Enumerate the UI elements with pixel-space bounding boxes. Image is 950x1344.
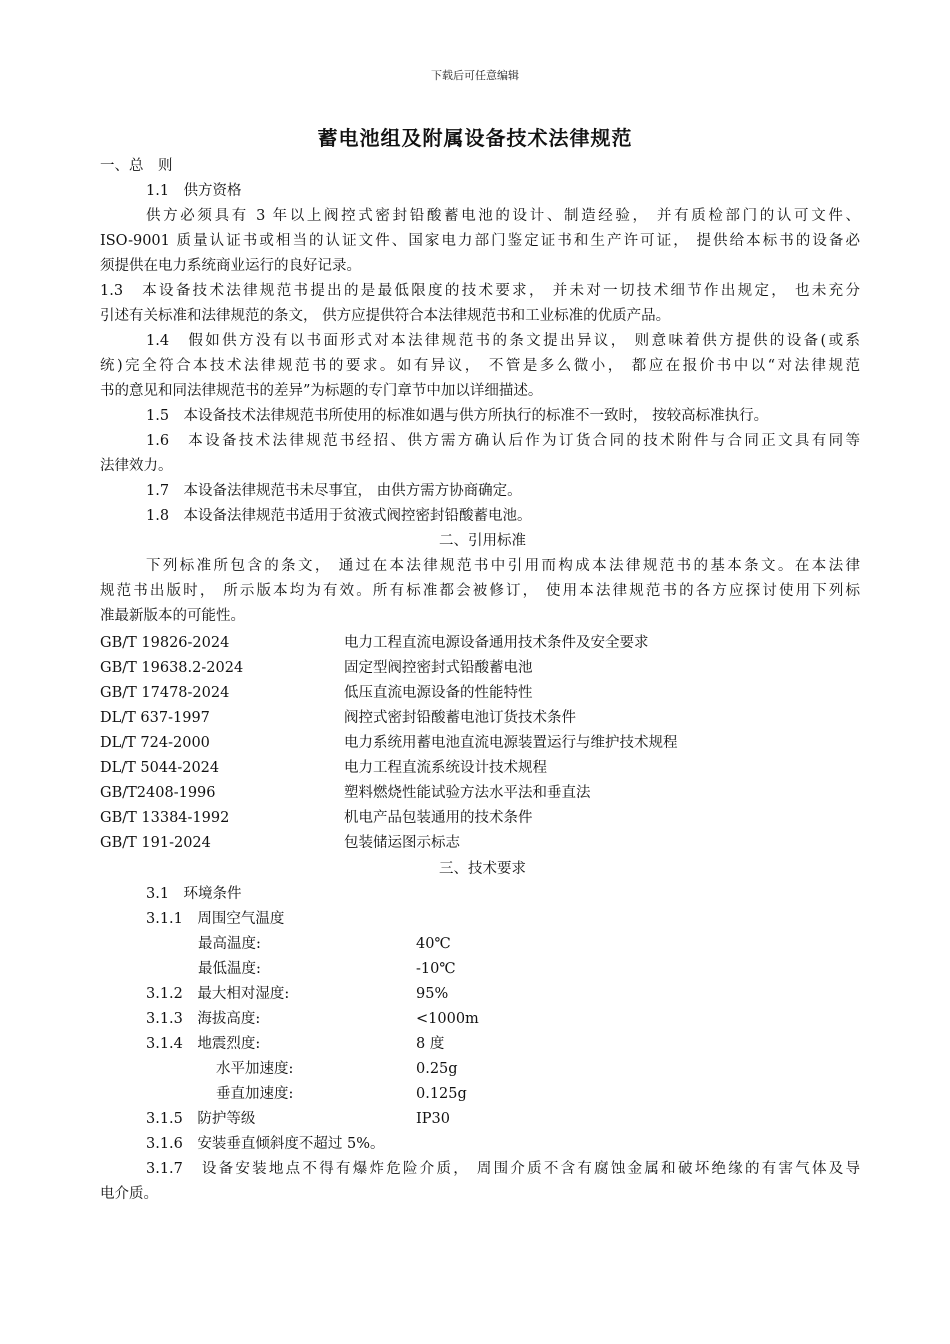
clause-1-7: 1.7 本设备法律规范书未尽事宜， 由供方需方协商确定。 (146, 483, 522, 499)
clause-1-4-line-1: 1.4 假如供方没有以书面形式对本法律规范书的条文提出异议， 则意味着供方提供的设备(或系 (146, 333, 860, 349)
standard-code: GB/T 19826-2024 (100, 635, 230, 651)
clause-1-1-line-3: 须提供在电力系统商业运行的良好记录。 (100, 258, 361, 274)
standard-code: DL/T 5044-2024 (100, 760, 220, 776)
header-note: 下载后可任意编辑 (431, 69, 519, 82)
standard-code: GB/T2408-1996 (100, 785, 216, 801)
clause-1-1-line-2: ISO-9001 质量认证书或相当的认证文件、国家电力部门鉴定证书和生产许可证， 提供给本标书的设备必 (100, 233, 860, 249)
clause-1-6-line-1: 1.6 本设备技术法律规范书经招、供方需方确认后作为订货合同的技术附件与合同正文具有同等 (146, 433, 860, 449)
altitude-value: <1000m (416, 1011, 479, 1027)
v-accel-label: 垂直加速度: (216, 1086, 294, 1102)
standard-name: 塑料燃烧性能试验方法水平法和垂直法 (344, 785, 591, 801)
altitude-label: 3.1.3 海拔高度: (146, 1011, 261, 1027)
clause-3-1-6: 3.1.6 安装垂直倾斜度不超过 5%。 (146, 1136, 385, 1152)
min-temp-value: -10℃ (416, 961, 456, 977)
humidity-value: 95% (416, 986, 449, 1002)
max-temp-label: 最高温度: (198, 936, 261, 952)
clause-1-1-title: 1.1 供方资格 (146, 183, 242, 199)
standard-code: GB/T 17478-2024 (100, 685, 230, 701)
clause-1-4-line-3: 书的意见和同法律规范书的差异”为标题的专门章节中加以详细描述。 (100, 383, 543, 399)
section-1-heading: 一、总 则 (100, 158, 173, 174)
standard-code: GB/T 191-2024 (100, 835, 211, 851)
standard-code: DL/T 637-1997 (100, 710, 210, 726)
standards-intro-line-2: 规范书出版时， 所示版本均为有效。所有标准都会被修订， 使用本法律规范书的各方应探讨使用下列标 (100, 583, 860, 599)
clause-1-5: 1.5 本设备技术法律规范书所使用的标准如遇与供方所执行的标准不一致时， 按较高标准执行。 (146, 408, 769, 424)
section-2-heading: 二、引用标准 (439, 533, 526, 549)
clause-3-1-title: 3.1 环境条件 (146, 886, 242, 902)
clause-1-3-line-2: 引述有关标准和法律规范的条文， 供方应提供符合本法律规范书和工业标准的优质产品。 (100, 308, 671, 324)
clause-1-4-line-2: 统)完全符合本技术法律规范书的要求。如有异议， 不管是多么微小， 都应在报价书中以“对法律规范 (100, 358, 860, 374)
standards-intro-line-1: 下列标准所包含的条文， 通过在本法律规范书中引用而构成本法律规范书的基本条文。在本法律 (146, 558, 860, 574)
standards-intro-line-3: 准最新版本的可能性。 (100, 608, 245, 624)
min-temp-label: 最低温度: (198, 961, 261, 977)
h-accel-label: 水平加速度: (216, 1061, 294, 1077)
humidity-label: 3.1.2 最大相对湿度: (146, 986, 290, 1002)
standard-name: 包装储运图示标志 (344, 835, 460, 851)
standard-code: DL/T 724-2000 (100, 735, 210, 751)
standard-name: 固定型阀控密封式铅酸蓄电池 (344, 660, 533, 676)
clause-1-8: 1.8 本设备法律规范书适用于贫液式阀控密封铅酸蓄电池。 (146, 508, 532, 524)
seismic-label: 3.1.4 地震烈度: (146, 1036, 261, 1052)
standard-name: 机电产品包装通用的技术条件 (344, 810, 533, 826)
seismic-value: 8 度 (416, 1036, 445, 1052)
standard-name: 电力工程直流系统设计技术规程 (344, 760, 547, 776)
standard-code: GB/T 13384-1992 (100, 810, 230, 826)
standard-name: 电力系统用蓄电池直流电源装置运行与维护技术规程 (344, 735, 678, 751)
standard-name: 低压直流电源设备的性能特性 (344, 685, 533, 701)
section-3-heading: 三、技术要求 (439, 861, 526, 877)
standard-code: GB/T 19638.2-2024 (100, 660, 244, 676)
clause-3-1-7-line-1: 3.1.7 设备安装地点不得有爆炸危险介质， 周围介质不含有腐蚀金属和破坏绝缘的有害气体及导 (146, 1161, 860, 1177)
clause-1-3-line-1: 1.3 本设备技术法律规范书提出的是最低限度的技术要求， 并未对一切技术细节作出规定， 也未充分 (100, 283, 860, 299)
h-accel-value: 0.25g (416, 1061, 458, 1077)
standard-name: 电力工程直流电源设备通用技术条件及安全要求 (344, 635, 649, 651)
clause-1-6-line-2: 法律效力。 (100, 458, 173, 474)
clause-3-1-1-title: 3.1.1 周围空气温度 (146, 911, 285, 927)
protection-value: IP30 (416, 1111, 450, 1127)
v-accel-value: 0.125g (416, 1086, 467, 1102)
document-title: 蓄电池组及附属设备技术法律规范 (317, 126, 633, 150)
clause-3-1-7-line-2: 电介质。 (100, 1186, 158, 1202)
standard-name: 阀控式密封铅酸蓄电池订货技术条件 (344, 710, 576, 726)
clause-1-1-line-1: 供方必须具有 3 年以上阀控式密封铅酸蓄电池的设计、制造经验， 并有质检部门的认可文件、 (146, 208, 860, 224)
max-temp-value: 40℃ (416, 936, 451, 952)
protection-label: 3.1.5 防护等级 (146, 1111, 256, 1127)
